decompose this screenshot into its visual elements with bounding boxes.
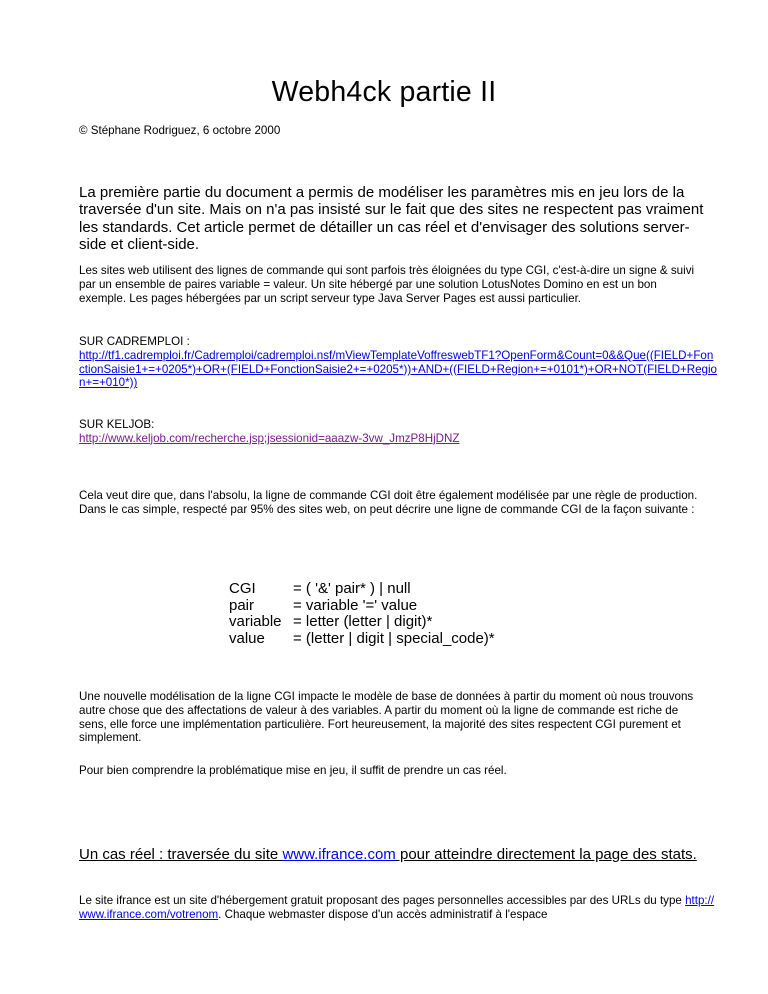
ifrance-user-link[interactable]: http://www.ifrance.com/votrenom xyxy=(79,894,715,921)
grammar-rule-name: CGI xyxy=(229,580,256,597)
grammar-rule xyxy=(229,614,495,631)
paragraph-ifrance xyxy=(79,894,719,922)
grammar-rule-name: value xyxy=(229,629,265,647)
paragraph-cas-reel: Pour bien comprendre la problématique mise en jeu, il suffit de prendre un cas réel. xyxy=(79,764,507,777)
keljob-example xyxy=(79,418,719,446)
paragraph-modelisation: Une nouvelle modélisation de la ligne CGI impacte le modèle de base de données à partir du moment où nous trouvons autre chose que des affectations de valeur à des variables. A partir du moment où la ligne de commande est riche de sens, elle force une implémentation particulière. Fort heureusement, la majorité des sites respectent CGI purement et simplement. xyxy=(79,690,694,745)
ifrance-text-post: . Chaque webmaster dispose d'un accès administratif à l'espace xyxy=(218,907,548,921)
grammar-rule-definition: = variable '=' value xyxy=(293,596,418,614)
paragraph-cgi-types: Les sites web utilisent des lignes de commande qui sont parfois très éloignées du type CGI, c'est-à-dire un signe & suivi par un ensemble de paires variable = valeur. Un site hébergé par une solution LotusNotes Domino en est un bon exemple. Les pages hébergées par un script serveur type Java Server Pages est aussi particulier. xyxy=(79,264,695,305)
paragraph-production-rule: Cela veut dire que, dans l'absolu, la ligne de commande CGI doit être également modélisée par une règle de production. Dans le cas simple, respecté par 95% des sites web, on peut décrire une ligne de commande CGI de la façon suivante : xyxy=(79,489,698,516)
section-ifrance-link[interactable]: www.ifrance.com xyxy=(282,846,396,863)
intro-paragraph: La première partie du document a permis de modéliser les paramètres mis en jeu lors de la traversée d'un site. Mais on n'a pas insisté sur le fait que des sites ne respectent pas vraiment les standards. Cet article permet de détailler un cas réel et d'envisager des solutions server-side et client-side. xyxy=(79,184,704,254)
byline: © Stéphane Rodriguez, 6 octobre 2000 xyxy=(79,124,281,137)
page-title: Webh4ck partie II xyxy=(271,76,497,108)
cadremploi-label: SUR CADREMPLOI : xyxy=(79,335,190,348)
ifrance-text-pre: Le site ifrance est un site d'hébergement gratuit proposant des pages personnelles accessibles par des URLs du type xyxy=(79,894,686,907)
section-heading-pre: Un cas réel : traversée du site xyxy=(79,846,283,863)
grammar-rule-name: pair xyxy=(229,596,255,614)
section-heading-post: pour atteindre directement la page des stats. xyxy=(395,846,697,863)
section-heading xyxy=(79,846,719,864)
grammar-rule xyxy=(229,581,495,598)
keljob-link[interactable]: http://www.keljob.com/recherche.jsp;jsessionid=aaazw-3vw_JmzP8HjDNZ xyxy=(79,431,460,445)
grammar-rule-definition: = (letter | digit | special_code)* xyxy=(293,629,495,647)
cadremploi-example xyxy=(79,335,719,390)
grammar-rule-definition: = letter (letter | digit)* xyxy=(293,613,433,630)
cgi-grammar xyxy=(229,581,495,647)
cadremploi-link[interactable]: http://tf1.cadremploi.fr/Cadremploi/cadremploi.nsf/mViewTemplateVoffreswebTF1?OpenForm&Count=0&&Que((FIELD+FonctionSaisie1+=+0205*)+OR+(FIELD+FonctionSaisie2+=+0205*))+AND+((FIELD+Region+=+0101*)+OR+NOT(FIELD+Region+=+010*)) xyxy=(79,348,718,390)
grammar-rule xyxy=(229,598,495,615)
grammar-rule-definition: = ( '&' pair* ) | null xyxy=(293,580,411,597)
grammar-rule xyxy=(229,631,495,648)
grammar-rule-name: variable xyxy=(229,613,282,630)
keljob-label: SUR KELJOB: xyxy=(79,418,155,431)
